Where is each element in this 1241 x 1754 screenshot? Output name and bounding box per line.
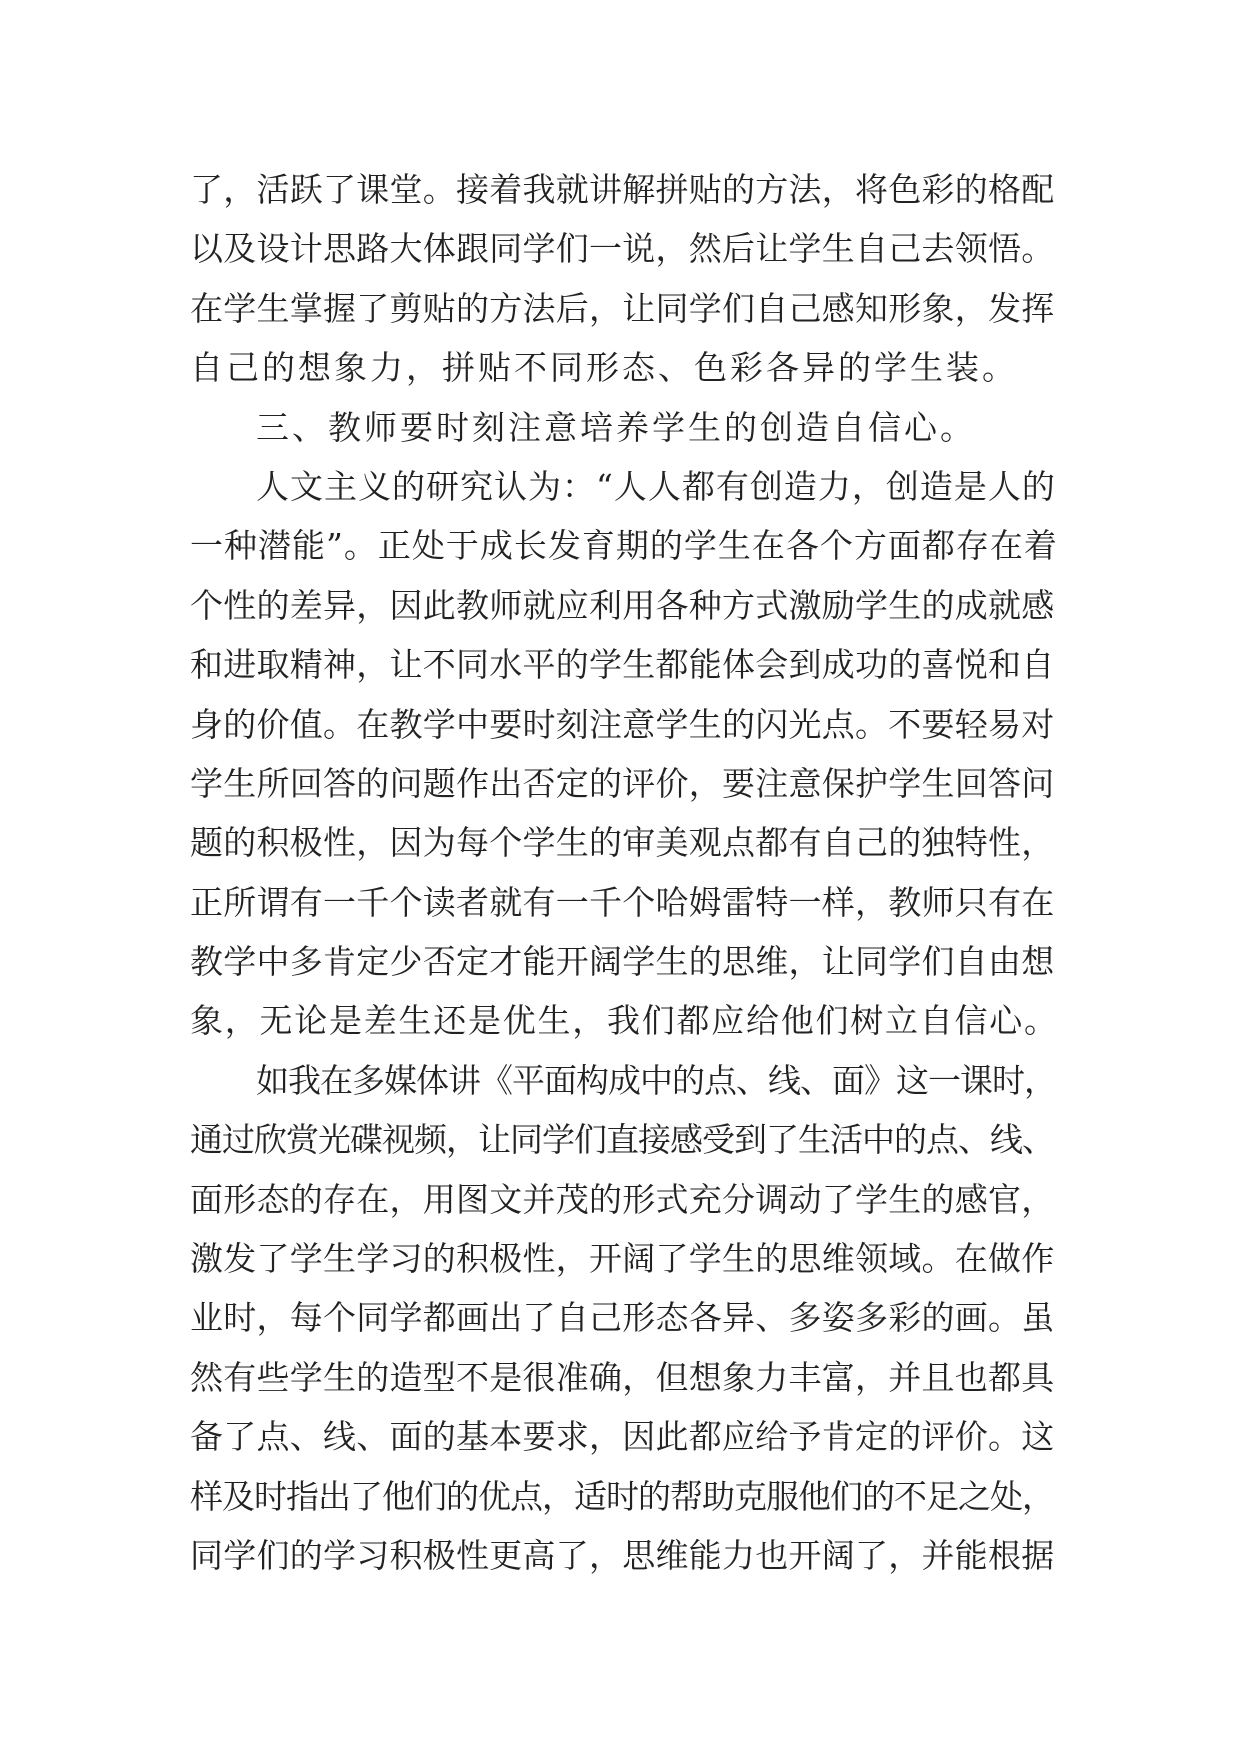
text-line: 和进取精神，让不同水平的学生都能体会到成功的喜悦和自 bbox=[190, 645, 1055, 685]
text-line: 面形态的存在，用图文并茂的形式充分调动了学生的感官， bbox=[190, 1179, 1055, 1219]
text-line: 在学生掌握了剪贴的方法后，让同学们自己感知形象，发挥 bbox=[190, 288, 1055, 328]
text-line: 业时，每个同学都画出了自己形态各异、多姿多彩的画。虽 bbox=[190, 1298, 1055, 1338]
section-heading: 三、教师要时刻注意培养学生的创造自信心。 bbox=[256, 407, 976, 447]
text-line: 样及时指出了他们的优点，适时的帮助克服他们的不足之处， bbox=[190, 1476, 1054, 1516]
text-line: 一种潜能”。正处于成长发育期的学生在各个方面都存在着 bbox=[190, 526, 1058, 566]
text-line: 正所谓有一千个读者就有一千个哈姆雷特一样，教师只有在 bbox=[190, 882, 1055, 922]
text-line: 学生所回答的问题作出否定的评价，要注意保护学生回答问 bbox=[190, 763, 1055, 803]
paragraph-start-line: 人文主义的研究认为：“人人都有创造力，创造是人的 bbox=[256, 466, 1056, 506]
text-line: 了，活跃了课堂。接着我就讲解拼贴的方法，将色彩的格配 bbox=[190, 170, 1055, 209]
text-line: 激发了学生学习的积极性，开阔了学生的思维领域。在做作 bbox=[190, 1239, 1055, 1279]
text-line: 象，无论是差生还是优生，我们都应给他们树立自信心。 bbox=[190, 1001, 1059, 1041]
text-line: 然有些学生的造型不是很准确，但想象力丰富，并且也都具 bbox=[190, 1357, 1055, 1397]
text-line: 教学中多肯定少否定才能开阔学生的思维，让同学们自由想 bbox=[190, 942, 1055, 982]
text-line: 个性的差异，因此教师就应利用各种方式激励学生的成就感 bbox=[190, 585, 1055, 625]
text-line: 以及设计思路大体跟同学们一说，然后让学生自己去领悟。 bbox=[190, 229, 1055, 269]
text-line: 备了点、线、面的基本要求，因此都应给予肯定的评价。这 bbox=[190, 1417, 1055, 1457]
text-line: 身的价值。在教学中要时刻注意学生的闪光点。不要轻易对 bbox=[190, 704, 1055, 744]
text-line: 题的积极性，因为每个学生的审美观点都有自己的独特性， bbox=[190, 823, 1055, 863]
text-line: 自己的想象力，拼贴不同形态、色彩各异的学生装。 bbox=[190, 348, 1018, 388]
text-line: 通过欣赏光碟视频，让同学们直接感受到了生活中的点、线、 bbox=[190, 1120, 1054, 1160]
paragraph-start-line: 如我在多媒体讲《平面构成中的点、线、面》这一课时， bbox=[256, 1060, 1056, 1100]
body-text bbox=[190, 160, 1060, 1585]
text-line: 同学们的学习积极性更高了，思维能力也开阔了，并能根据 bbox=[190, 1535, 1055, 1575]
